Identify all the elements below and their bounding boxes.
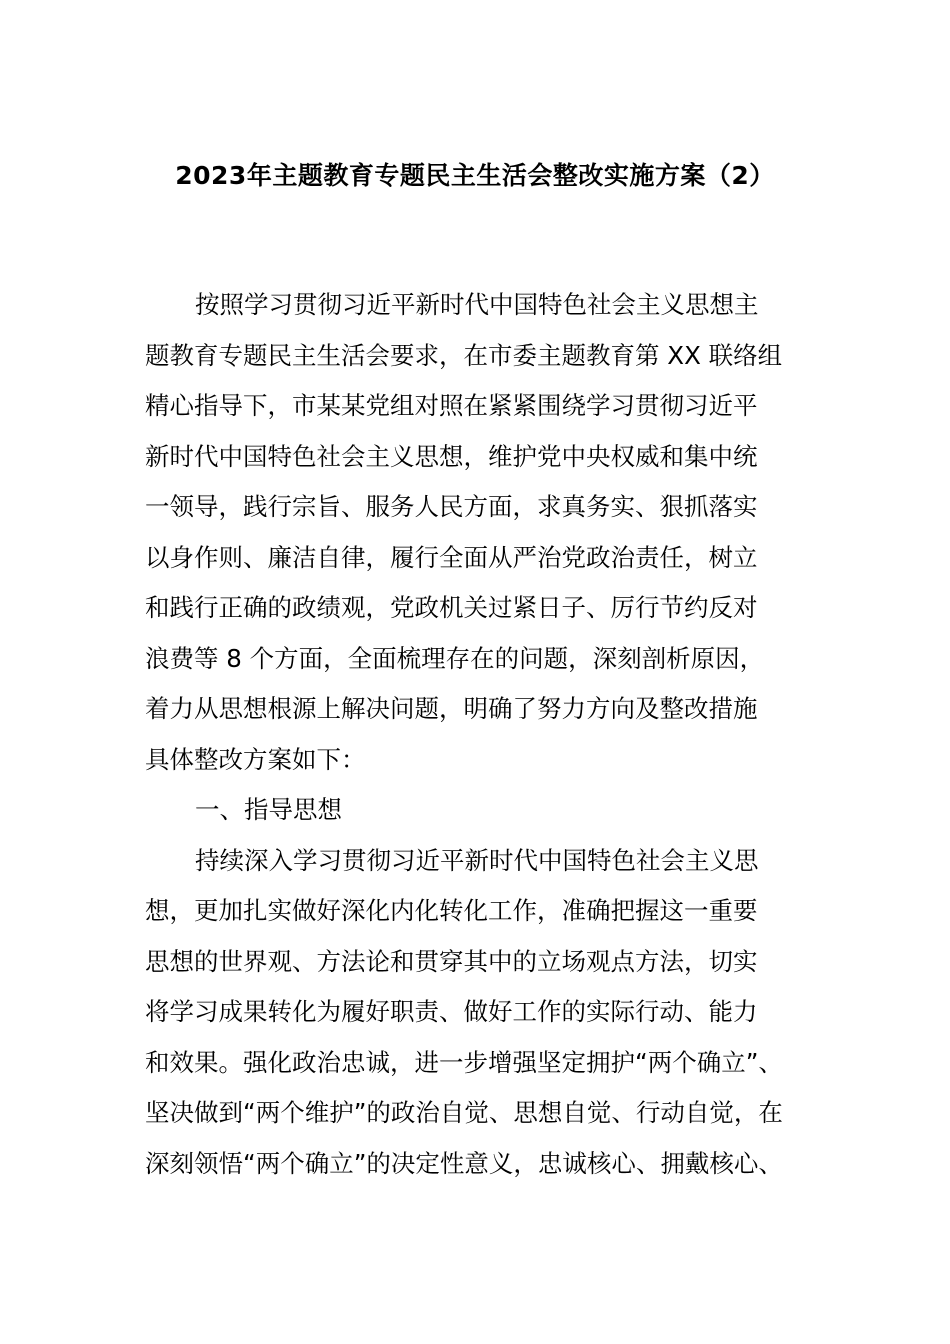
body-line: 一领导，践行宗旨、服务人民方面，求真务实、狠抓落实 bbox=[145, 492, 758, 521]
body-line: 坚决做到“两个维护”的政治自觉、思想自觉、行动自觉，在 bbox=[145, 1098, 783, 1127]
document-body bbox=[145, 280, 810, 1189]
body-line: 和践行正确的政绩观，党政机关过紧日子、厉行节约反对 bbox=[145, 593, 758, 622]
body-line: 持续深入学习贯彻习近平新时代中国特色社会主义思 bbox=[195, 845, 759, 875]
body-line: 具体整改方案如下： bbox=[145, 744, 366, 774]
body-line: 精心指导下，市某某党组对照在紧紧围绕学习贯彻习近平 bbox=[145, 391, 758, 420]
body-line: 以身作则、廉洁自律，履行全面从严治党政治责任，树立 bbox=[145, 542, 758, 572]
body-line: 一、指导思想 bbox=[195, 795, 342, 824]
body-line: 新时代中国特色社会主义思想，维护党中央权威和集中统 bbox=[145, 441, 758, 471]
body-line: 和效果。强化政治忠诚，进一步增强坚定拥护“两个确立”、 bbox=[145, 1047, 783, 1077]
body-line: 着力从思想根源上解决问题，明确了努力方向及整改措施 bbox=[145, 694, 758, 723]
body-line: 浪费等 8 个方面，全面梳理存在的问题，深刻剖析原因， bbox=[145, 643, 765, 673]
document-title: 2023年主题教育专题民主生活会整改实施方案（2） bbox=[175, 161, 775, 190]
body-line: 按照学习贯彻习近平新时代中国特色社会主义思想主 bbox=[195, 290, 759, 319]
body-line: 思想的世界观、方法论和贯穿其中的立场观点方法，切实 bbox=[145, 946, 758, 976]
body-line: 将学习成果转化为履好职责、做好工作的实际行动、能力 bbox=[145, 997, 758, 1026]
body-line: 想，更加扎实做好深化内化转化工作，准确把握这一重要 bbox=[145, 896, 758, 925]
body-line: 题教育专题民主生活会要求，在市委主题教育第 XX 联络组 bbox=[145, 340, 783, 370]
body-line: 深刻领悟“两个确立”的决定性意义，忠诚核心、拥戴核心、 bbox=[145, 1148, 783, 1178]
